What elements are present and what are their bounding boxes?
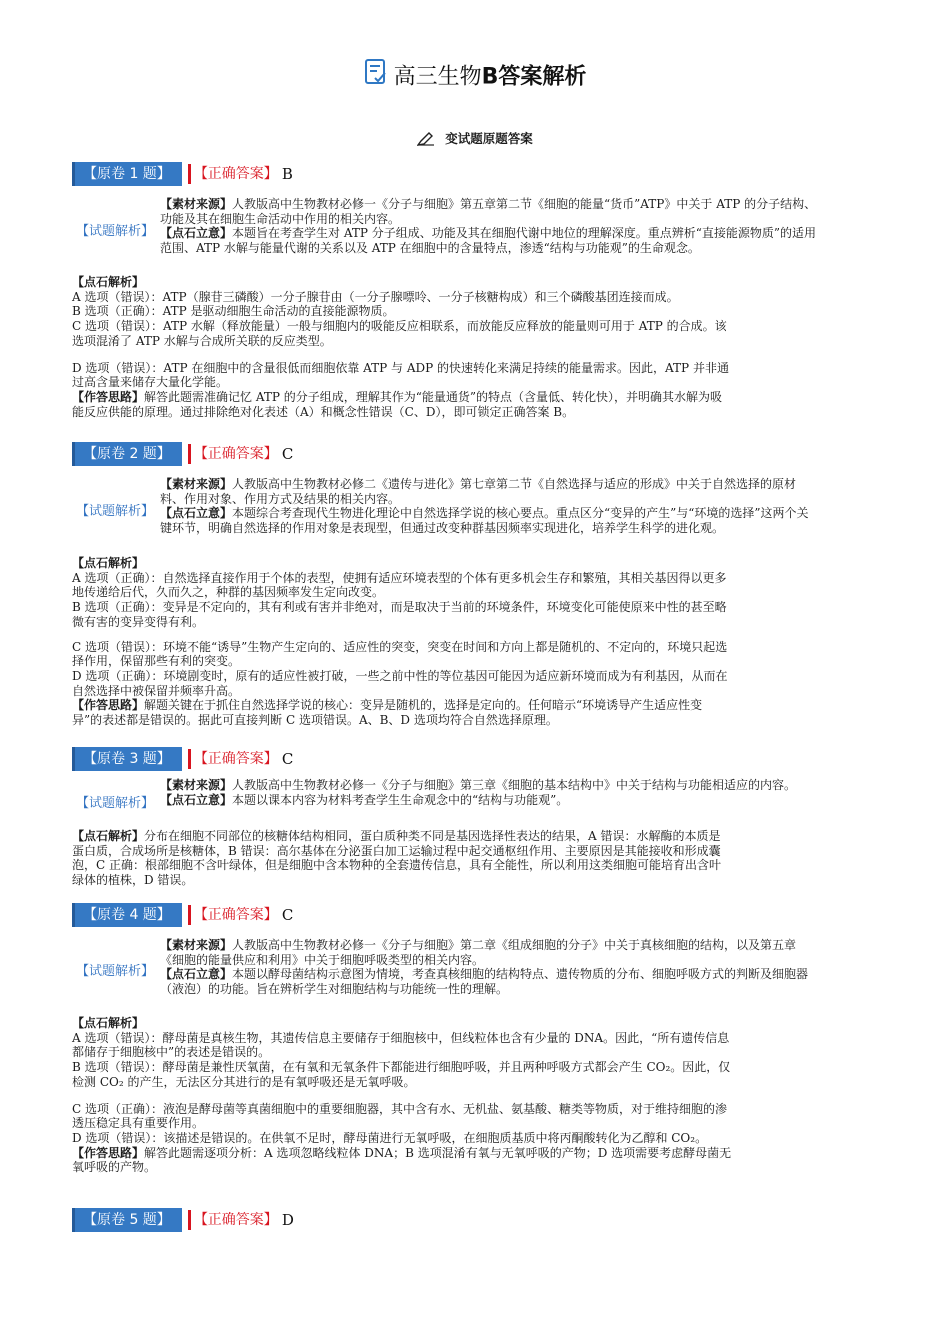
analysis-heading: 【点石解析】 — [72, 1016, 145, 1030]
correct-answer — [188, 1208, 294, 1232]
analysis-body — [72, 829, 732, 888]
correct-answer-tag: 【正确答案】 — [188, 905, 278, 925]
material-source: 【素材来源】人教版高中生物教材必修二《遗传与进化》第七章第二节《自然选择与适应的形成》中关于自然选择的原材料、作用对象、作用方式及结果的相关内容。 — [160, 477, 797, 506]
thinking: 【作答思路】解题关键在于抓住自然选择学说的核心：变异是随机的，选择是定向的。任何暗示“环境诱导产生适应性变异”的表述都是错误的。据此可直接判断 C 选项错误。A、B、D 选项均符合自然选择原理。 — [72, 698, 703, 728]
question-header — [72, 1208, 294, 1232]
material-source: 【素材来源】人教版高中生物教材必修一《分子与细胞》第三章《细胞的基本结构中》中关于结构与功能相适应的内容。 — [160, 778, 797, 792]
option-c: C 选项（错误）：ATP 水解（释放能量）一般与细胞内的吸能反应相联系，而放能反应释放的能量则可用于 ATP 的合成。该选项混淆了 ATP 水解与合成所关联的反应类型。 — [72, 319, 727, 348]
correct-answer-tag: 【正确答案】 — [188, 444, 278, 464]
intent: 【点石立意】本题以酵母菌结构示意图为情境，考查真核细胞的结构特点、遗传物质的分布、细胞呼吸方式的判断及细胞器（液泡）的功能。旨在辨析学生对细胞结构与功能统一性的理解。 — [160, 967, 809, 996]
question-header — [72, 442, 293, 466]
analysis-tag: 【试题解析】 — [76, 224, 155, 239]
correct-answer — [188, 162, 293, 186]
analysis-body — [72, 1016, 732, 1175]
option-d: D 选项（错误）：ATP 在细胞中的含量很低而细胞依靠 ATP 与 ADP 的快速转化来满足持续的能量需求。因此，ATP 并非通过高含量来储存大量化学能。 — [72, 360, 729, 390]
correct-answer — [188, 747, 293, 771]
answer-value: C — [281, 750, 294, 768]
option-d: D 选项（错误）：该描述是错误的。在供氧不足时，酵母菌进行无氧呼吸，在细胞质基质中将丙酮酸转化为乙醇和 CO₂。 — [72, 1130, 708, 1145]
question-header — [72, 903, 293, 927]
intent: 【点石立意】本题综合考查现代生物进化理论中自然选择学说的核心要点。重点区分“变异的产生”与“环境的选择”这两个关键环节，明确自然选择的作用对象是表现型，但通过改变种群基因频率实现进化，培养学生科学的进化观。 — [160, 506, 809, 535]
question-label: 【原卷 5 题】 — [72, 1208, 182, 1232]
analysis-tag: 【试题解析】 — [76, 964, 155, 979]
analysis-body — [72, 275, 732, 419]
question-label: 【原卷 4 题】 — [72, 903, 182, 927]
option-a: A 选项（错误）：ATP（腺苷三磷酸）一分子腺苷由（一分子腺嘌呤、一分子核糖构成）和三个磷酸基团连接而成。 — [72, 289, 679, 304]
analysis-heading: 【点石解析】 — [72, 556, 145, 570]
option-c: C 选项（正确）：液泡是酵母菌等真菌细胞中的重要细胞器，其中含有水、无机盐、氨基酸、糖类等物质，对于维持细胞的渗透压稳定具有重要作用。 — [72, 1101, 728, 1131]
pen-icon — [417, 132, 435, 149]
material-source: 【素材来源】人教版高中生物教材必修一《分子与细胞》第五章第二节《细胞的能量“货币”ATP》中关于 ATP 的分子结构、功能及其在细胞生命活动中作用的相关内容。 — [160, 197, 817, 226]
option-d: D 选项（正确）：环境剧变时，原有的适应性被打破，一些之前中性的等位基因可能因为适应新环境而成为有利基因，从而在自然选择中被保留并频率升高。 — [72, 668, 728, 698]
correct-answer-tag: 【正确答案】 — [188, 749, 278, 769]
option-c: C 选项（错误）：环境不能“诱导”生物产生定向的、适应性的突变，突变在时间和方向上都是随机的、不定向的，环境只起选择作用，保留那些有利的突变。 — [72, 639, 728, 669]
intent: 【点石立意】本题旨在考查学生对 ATP 分子组成、功能及其在细胞代谢中地位的理解深度。重点辨析“直接能源物质”的适用范围、ATP 水解与能量代谢的关系以及 ATP 在细胞中的含量特点，渗透“结构与功能观”的生命观念。 — [160, 226, 817, 255]
question-meta — [160, 778, 820, 807]
question-label: 【原卷 3 题】 — [72, 747, 182, 771]
title-bold: B答案解析 — [481, 64, 587, 90]
intent: 【点石立意】本题以课本内容为材料考查学生生命观念中的“结构与功能观”。 — [160, 792, 569, 807]
document-check-icon — [364, 58, 388, 97]
answer-value: C — [281, 906, 294, 924]
question-header — [72, 162, 293, 186]
correct-answer — [188, 442, 293, 466]
question-meta — [160, 938, 820, 996]
material-source: 【素材来源】人教版高中生物教材必修一《分子与细胞》第二章《组成细胞的分子》中关于真核细胞的结构，以及第五章《细胞的能量供应和利用》中关于细胞呼吸类型的相关内容。 — [160, 938, 797, 967]
answer-value: C — [281, 445, 294, 463]
section-subtitle — [0, 129, 950, 149]
analysis-tag: 【试题解析】 — [76, 504, 155, 519]
title-regular: 高三生物 — [393, 64, 482, 90]
option-b: B 选项（正确）：变异是不定向的，其有利或有害并非绝对，而是取决于当前的环境条件，环境变化可能使原来中性的甚至略微有害的变异变得有利。 — [72, 600, 727, 629]
analysis-body — [72, 556, 732, 728]
correct-answer — [188, 903, 293, 927]
question-meta — [160, 197, 820, 255]
point-analysis-inline: 【点石解析】分布在细胞不同部位的核糖体结构相同，蛋白质种类不同是基因选择性表达的结果，A 错误：水解酶的本质是蛋白质，合成场所是核糖体，B 错误：高尔基体在分泌蛋白加工运输过程中起交通枢纽作用、主要原因是其能接收和形成囊泡，C 正确：根部细胞不含叶绿体，但是细胞中含本物种的全套遗传信息，具有全能性，所以利用这类细胞可能培育出含叶绿体的植株，D 错误。 — [72, 829, 722, 888]
page-title — [0, 58, 950, 97]
question-label: 【原卷 2 题】 — [72, 442, 182, 466]
option-b: B 选项（错误）：酵母菌是兼性厌氧菌，在有氧和无氧条件下都能进行细胞呼吸，并且两种呼吸方式都会产生 CO₂。因此，仅检测 CO₂ 的产生，无法区分其进行的是有氧呼吸还是无氧呼吸。 — [72, 1060, 731, 1089]
thinking: 【作答思路】解答此题需准确记忆 ATP 的分子组成，理解其作为“能量通货”的特点（含量低、转化快），并明确其水解为吸能反应供能的原理。通过排除绝对化表述（A）和概念性错误（C、D），即可锁定正确答案 B。 — [72, 389, 723, 419]
option-a: A 选项（错误）：酵母菌是真核生物，其遗传信息主要储存于细胞核中，但线粒体也含有少量的 DNA。因此，“所有遗传信息都储存于细胞核中”的表述是错误的。 — [72, 1030, 730, 1060]
correct-answer-tag: 【正确答案】 — [188, 1210, 278, 1230]
answer-value: B — [281, 165, 293, 183]
analysis-tag: 【试题解析】 — [76, 796, 155, 811]
correct-answer-tag: 【正确答案】 — [188, 164, 278, 184]
answer-value: D — [281, 1211, 294, 1229]
question-meta — [160, 477, 820, 535]
subtitle-text: 变试题原题答案 — [445, 131, 533, 146]
thinking: 【作答思路】解答此题需逐项分析：A 选项忽略线粒体 DNA；B 选项混淆有氧与无氧呼吸的产物；D 选项需要考虑酵母菌无氧呼吸的产物。 — [72, 1145, 732, 1175]
question-label: 【原卷 1 题】 — [72, 162, 182, 186]
analysis-heading: 【点石解析】 — [72, 275, 145, 289]
option-a: A 选项（正确）：自然选择直接作用于个体的表型，使拥有适应环境表型的个体有更多机会生存和繁殖，其相关基因得以更多地传递给后代，久而久之，种群的基因频率发生定向改变。 — [72, 570, 727, 600]
question-header — [72, 747, 293, 771]
option-b: B 选项（正确）：ATP 是驱动细胞生命活动的直接能源物质。 — [72, 304, 395, 319]
